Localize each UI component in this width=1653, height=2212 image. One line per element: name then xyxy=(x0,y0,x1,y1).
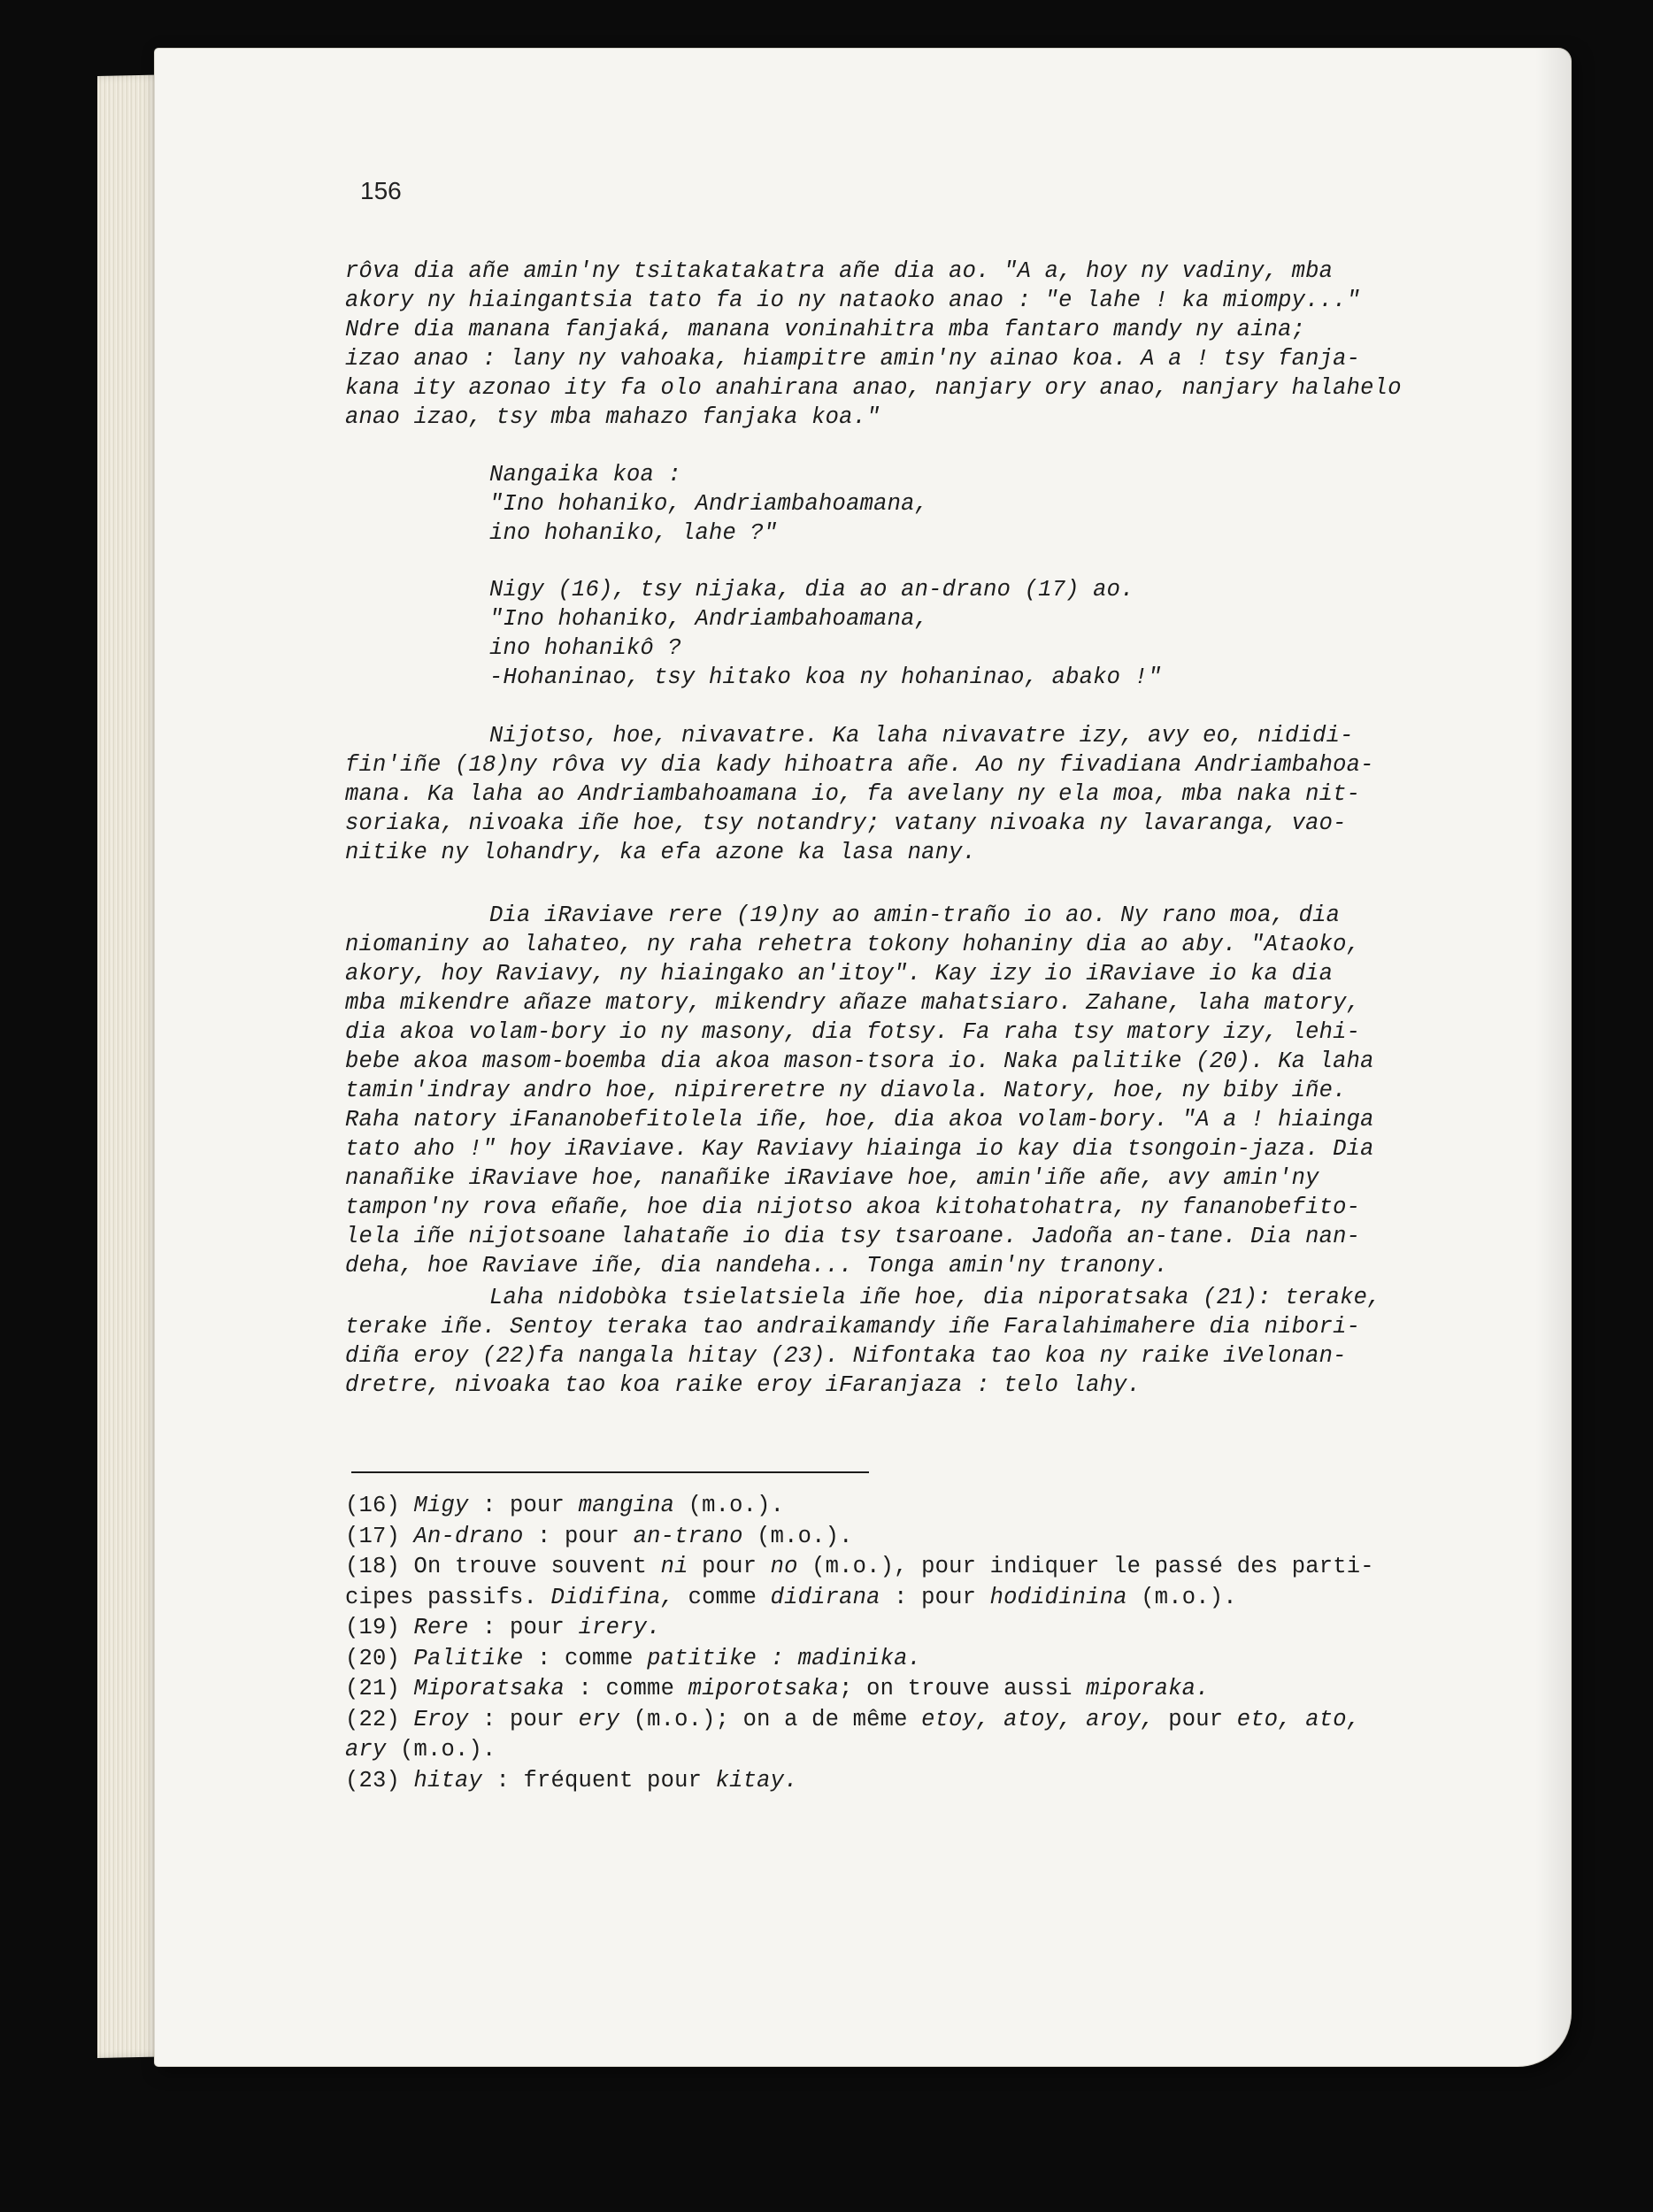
footnote-term: etoy, atoy, aroy, xyxy=(921,1706,1155,1732)
footnote-line xyxy=(345,1735,1495,1766)
footnote-term: Migy xyxy=(413,1493,469,1518)
verse-line: ino hohaniko, lahe ?" xyxy=(489,520,778,546)
verse-2 xyxy=(489,575,1640,692)
footnote-line xyxy=(345,1552,1495,1583)
text-line: izao anao : lany ny vahoaka, hiampitre amin'ny ainao koa. A a ! tsy fanja- xyxy=(345,346,1361,372)
footnote-term: ni xyxy=(660,1554,688,1579)
paragraph-1 xyxy=(345,257,1495,432)
footnote-number: (18) xyxy=(345,1554,414,1579)
footnote-term: hodidinina xyxy=(989,1584,1127,1610)
text-line: rôva dia añe amin'ny tsitakatakatra añe dia ao. "A a, hoy ny vadiny, mba xyxy=(345,258,1334,284)
footnote-number: (23) xyxy=(345,1767,414,1793)
footnote-term: An-drano xyxy=(413,1523,524,1549)
footnote-text: : fréquent pour xyxy=(482,1767,716,1793)
footnote-term: no xyxy=(770,1554,798,1579)
footnote-term: kitay. xyxy=(715,1767,798,1793)
footnote-term: irery. xyxy=(578,1615,661,1640)
footnote-text: On trouve souvent xyxy=(413,1554,661,1579)
footnote-text: : pour xyxy=(523,1523,634,1549)
footnote-number: (17) xyxy=(345,1523,414,1549)
verse-line: ino hohanikô ? xyxy=(489,635,682,661)
footnote-term: Miporatsaka xyxy=(413,1676,565,1701)
text-line: bebe akoa masom-boemba dia akoa mason-tsora io. Naka palitike (20). Ka laha xyxy=(345,1048,1374,1074)
text-line: tato aho !" hoy iRaviave. Kay Raviavy hiainga io kay dia tsongoin-jaza. Dia xyxy=(345,1136,1374,1162)
footnote-number: (19) xyxy=(345,1615,414,1640)
footnote-term: Palitike xyxy=(413,1645,524,1671)
paragraph-3 xyxy=(345,901,1495,1280)
text-line: tamin'indray andro hoe, nipireretre ny diavola. Natory, hoe, ny biby iñe. xyxy=(345,1078,1347,1103)
text-line: mana. Ka laha ao Andriambahoamana io, fa avelany ny ela moa, mba naka nit- xyxy=(345,781,1361,807)
footnote-text: ; on trouve aussi xyxy=(839,1676,1087,1701)
footnote-rule xyxy=(351,1471,869,1473)
footnote-term: hitay xyxy=(413,1767,483,1793)
footnote-line xyxy=(345,1613,1495,1644)
footnote-text: (m.o.). xyxy=(742,1523,853,1549)
footnote-term: patitike : madinika. xyxy=(647,1645,922,1671)
footnote-line xyxy=(345,1766,1495,1797)
footnote-number: (16) xyxy=(345,1493,414,1518)
footnote-term: ary xyxy=(345,1737,387,1763)
footnote-text: pour xyxy=(688,1554,771,1579)
footnote-text: : pour xyxy=(468,1493,579,1518)
footnote-text: (m.o.); on a de même xyxy=(619,1706,922,1732)
text-line: terake iñe. Sentoy teraka tao andraikamandy iñe Faralahimahere dia nibori- xyxy=(345,1314,1361,1340)
footnote-text: : comme xyxy=(523,1645,648,1671)
verse-line: -Hohaninao, tsy hitako koa ny hohaninao, abako !" xyxy=(489,664,1162,690)
text-line: Raha natory iFananobefitolela iñe, hoe, dia akoa volam-bory. "A a ! hiainga xyxy=(345,1107,1374,1133)
text-line: fin'iñe (18)ny rôva vy dia kady hihoatra añe. Ao ny fivadiana Andriambahoa- xyxy=(345,752,1374,778)
footnote-term: an-trano xyxy=(633,1523,743,1549)
text-line: kana ity azonao ity fa olo anahirana anao, nanjary ory anao, nanjary halahelo xyxy=(345,375,1402,401)
footnote-text: comme xyxy=(674,1584,771,1610)
footnote-term: didirana xyxy=(770,1584,880,1610)
footnote-text: (m.o.), pour indiquer le passé des parti- xyxy=(797,1554,1374,1579)
verse-line: "Ino hohaniko, Andriambahoamana, xyxy=(489,606,929,632)
text-line: tampon'ny rova eñañe, hoe dia nijotso akoa kitohatohatra, ny fananobefito- xyxy=(345,1194,1361,1220)
footnote-text: (m.o.). xyxy=(386,1737,496,1763)
footnote-number: (20) xyxy=(345,1645,414,1671)
footnote-line xyxy=(345,1644,1495,1675)
text-line: Nijotso, hoe, nivavatre. Ka laha nivavatre izy, avy eo, nididi- xyxy=(489,723,1354,749)
footnote-text: pour xyxy=(1154,1706,1237,1732)
footnote-term: miporotsaka xyxy=(688,1676,840,1701)
text-line: deha, hoe Raviave iñe, dia nandeha... Tonga amin'ny tranony. xyxy=(345,1253,1169,1279)
verse-1 xyxy=(489,460,1640,548)
footnote-number: (22) xyxy=(345,1706,414,1732)
footnote-term: Didifina, xyxy=(550,1584,675,1610)
text-line: niomaniny ao lahateo, ny raha rehetra tokony hohaniny dia ao aby. "Ataoko, xyxy=(345,932,1361,957)
text-line: anao izao, tsy mba mahazo fanjaka koa." xyxy=(345,404,880,430)
footnote-text: : pour xyxy=(880,1584,990,1610)
footnote-line xyxy=(345,1491,1495,1522)
footnote-term: Eroy xyxy=(413,1706,469,1732)
verse-line: Nangaika koa : xyxy=(489,462,682,488)
text-line: akory ny hiaingantsia tato fa io ny nataoko anao : "e lahe ! ka miompy..." xyxy=(345,288,1361,313)
text-line: Dia iRaviave rere (19)ny ao amin-traño io ao. Ny rano moa, dia xyxy=(489,902,1341,928)
footnote-number: (21) xyxy=(345,1676,414,1701)
text-line: nitike ny lohandry, ka efa azone ka lasa nany. xyxy=(345,840,977,865)
verse-line: "Ino hohaniko, Andriambahoamana, xyxy=(489,491,929,517)
footnote-line xyxy=(345,1674,1495,1705)
paragraph-2 xyxy=(345,721,1495,867)
footnote-line xyxy=(345,1522,1495,1553)
footnote-line xyxy=(345,1583,1495,1614)
text-line: Laha nidobòka tsielatsiela iñe hoe, dia niporatsaka (21): terake, xyxy=(489,1285,1381,1310)
footnote-term: eto, ato, xyxy=(1236,1706,1361,1732)
footnote-text: : pour xyxy=(468,1706,579,1732)
footnote-text: : pour xyxy=(468,1615,579,1640)
footnote-term: miporaka. xyxy=(1086,1676,1210,1701)
text-line: dia akoa volam-bory io ny masony, dia fotsy. Fa raha tsy matory izy, lehi- xyxy=(345,1019,1361,1045)
text-line: lela iñe nijotsoane lahatañe io dia tsy tsaroane. Jadoña an-tane. Dia nan- xyxy=(345,1224,1361,1249)
text-line: soriaka, nivoaka iñe hoe, tsy notandry; vatany nivoaka ny lavaranga, vao- xyxy=(345,810,1347,836)
footnote-term: mangina xyxy=(578,1493,675,1518)
footnotes xyxy=(345,1491,1495,1796)
footnote-line xyxy=(345,1705,1495,1736)
text-line: mba mikendre añaze matory, mikendry añaze mahatsiaro. Zahane, laha matory, xyxy=(345,990,1361,1016)
footnote-text: (m.o.). xyxy=(674,1493,785,1518)
text-line: Ndre dia manana fanjaká, manana voninahitra mba fantaro mandy ny aina; xyxy=(345,317,1306,342)
footnote-text: : comme xyxy=(565,1676,688,1701)
footnote-text: (m.o.). xyxy=(1126,1584,1237,1610)
text-line: diña eroy (22)fa nangala hitay (23). Nifontaka tao koa ny raike iVelonan- xyxy=(345,1343,1347,1369)
paragraph-4 xyxy=(345,1283,1495,1400)
footnote-term: ery xyxy=(578,1706,620,1732)
text-line: nanañike iRaviave hoe, nanañike iRaviave hoe, amin'iñe añe, avy amin'ny xyxy=(345,1165,1319,1191)
footnote-term: Rere xyxy=(413,1615,469,1640)
verse-line: Nigy (16), tsy nijaka, dia ao an-drano (17) ao. xyxy=(489,577,1134,603)
text-line: akory, hoy Raviavy, ny hiaingako an'itoy". Kay izy io iRaviave io ka dia xyxy=(345,961,1334,987)
text-line: dretre, nivoaka tao koa raike eroy iFaranjaza : telo lahy. xyxy=(345,1372,1142,1398)
page-number: 156 xyxy=(360,177,402,204)
footnote-text: cipes passifs. xyxy=(345,1584,551,1610)
